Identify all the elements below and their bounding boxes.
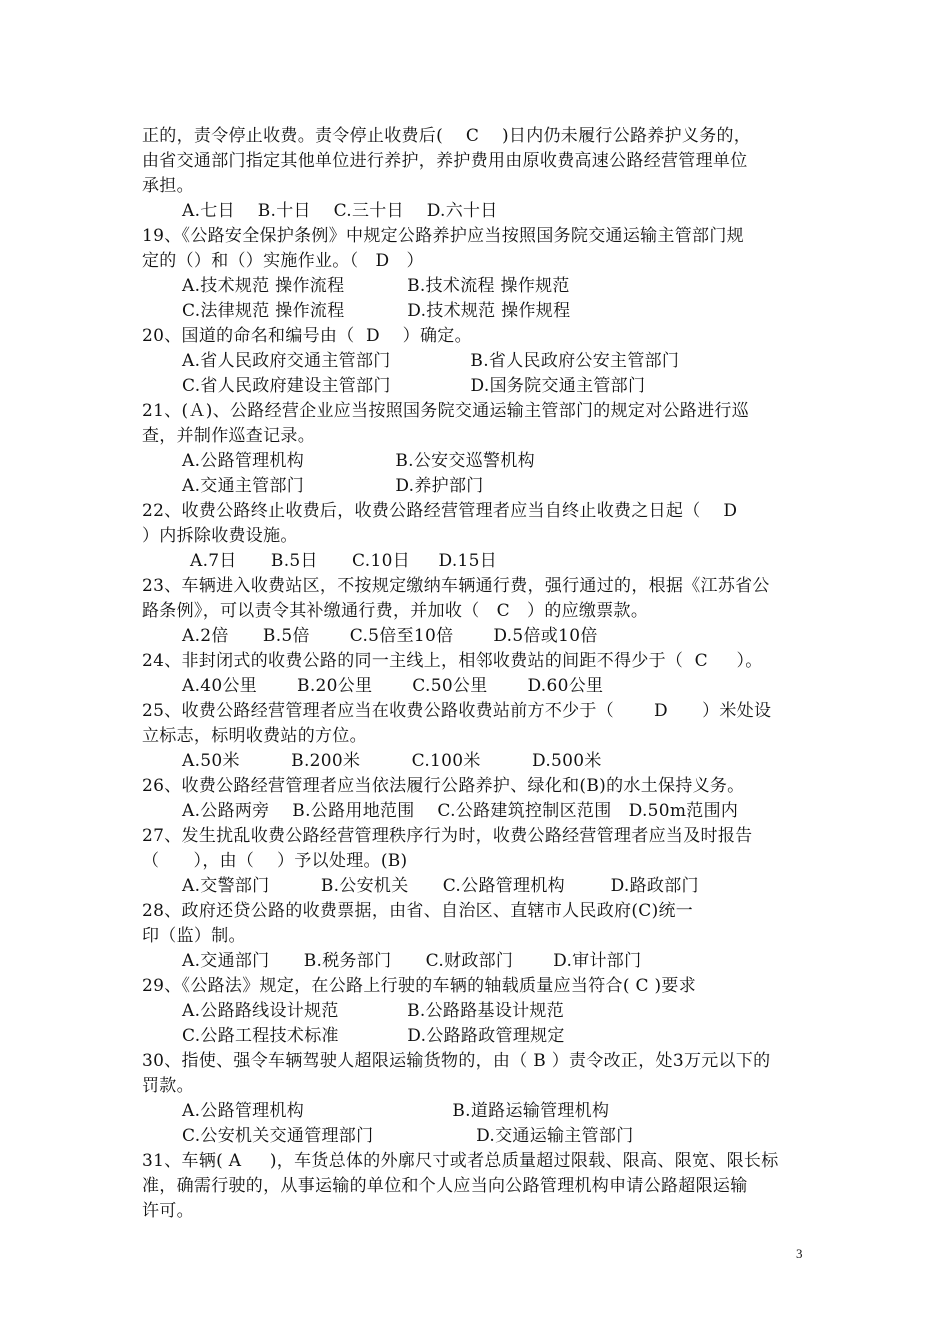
question-25: 25、收费公路经营管理者应当在收费公路收费站前方不少于（ D ）米处设 <box>142 701 772 721</box>
question-22: 22、收费公路终止收费后，收费公路经营管理者应当自终止收费之日起（ D <box>142 501 738 521</box>
question-29: 29、《公路法》规定，在公路上行驶的车辆的轴载质量应当符合( C )要求 <box>142 976 697 996</box>
text-line: 承担。 <box>142 176 194 196</box>
question-26: 26、收费公路经营管理者应当依法履行公路养护、绿化和(B)的水土保持义务。 <box>142 776 745 796</box>
question-28: 28、政府还贷公路的收费票据，由省、自治区、直辖市人民政府(C)统一 <box>142 901 694 921</box>
question-23: 23、车辆进入收费站区，不按规定缴纳车辆通行费，强行通过的，根据《江苏省公 <box>142 576 770 596</box>
option-line: A.交通部门 B.税务部门 C.财政部门 D.审计部门 <box>182 951 642 971</box>
text-line: 定的（）和（）实施作业。（ D ） <box>142 251 424 271</box>
option-line: A.7日 B.5日 C.10日 D.15日 <box>190 551 498 571</box>
option-line: A.公路管理机构 B.道路运输管理机构 <box>182 1101 610 1121</box>
text-line: 正的，责令停止收费。责令停止收费后( C )日内仍未履行公路养护义务的， <box>142 126 752 146</box>
text-line: 印（监）制。 <box>142 926 246 946</box>
text-line: 准，确需行驶的，从事运输的单位和个人应当向公路管理机构申请公路超限运输 <box>142 1176 748 1196</box>
text-line: 路条例》，可以责令其补缴通行费，并加收（ C ）的应缴票款。 <box>142 601 649 621</box>
text-line: 罚款。 <box>142 1076 194 1096</box>
text-line: 由省交通部门指定其他单位进行养护，养护费用由原收费高速公路经营管理单位 <box>142 151 748 171</box>
text-line: （ ），由（ ）予以处理。(B) <box>142 851 408 871</box>
option-line: C.法律规范 操作流程 D.技术规范 操作规程 <box>182 301 571 321</box>
option-line: C.公安机关交通管理部门 D.交通运输主管部门 <box>182 1126 634 1146</box>
question-27: 27、发生扰乱收费公路经营管理秩序行为时，收费公路经营管理者应当及时报告 <box>142 826 753 846</box>
option-line: A.50米 B.200米 C.100米 D.500米 <box>182 751 602 771</box>
text-line: ）内拆除收费设施。 <box>142 526 298 546</box>
option-line: A.交通主管部门 D.养护部门 <box>182 476 484 496</box>
question-24: 24、非封闭式的收费公路的同一主线上，相邻收费站的间距不得少于（ C ）。 <box>142 651 763 671</box>
option-line: A.交警部门 B.公安机关 C.公路管理机构 D.路政部门 <box>182 876 699 896</box>
option-line: A.公路两旁 B.公路用地范围 C.公路建筑控制区范围 D.50m范围内 <box>182 801 739 821</box>
option-line: C.公路工程技术标准 D.公路路政管理规定 <box>182 1026 565 1046</box>
text-line: 立标志，标明收费站的方位。 <box>142 726 367 746</box>
question-21: 21、(Ａ)、公路经营企业应当按照国务院交通运输主管部门的规定对公路进行巡 <box>142 401 749 421</box>
question-30: 30、指使、强令车辆驾驶人超限运输货物的，由（ B ）责令改正，处3万元以下的 <box>142 1051 771 1071</box>
question-19: 19、《公路安全保护条例》中规定公路养护应当按照国务院交通运输主管部门规 <box>142 226 744 246</box>
option-line: A.公路管理机构 B.公安交巡警机构 <box>182 451 535 471</box>
text-line: 查，并制作巡查记录。 <box>142 426 315 446</box>
option-line: C.省人民政府建设主管部门 D.国务院交通主管部门 <box>182 376 646 396</box>
page-number: 3 <box>796 1246 803 1261</box>
option-line: A.2倍 B.5倍 C.5倍至10倍 D.5倍或10倍 <box>182 626 598 646</box>
question-20: 20、国道的命名和编号由（ D ）确定。 <box>142 326 472 346</box>
question-31: 31、车辆( A )，车货总体的外廓尺寸或者总质量超过限载、限高、限宽、限长标 <box>142 1151 779 1171</box>
option-line: A.七日 B.十日 C.三十日 D.六十日 <box>182 201 498 221</box>
option-line: A.技术规范 操作流程 B.技术流程 操作规范 <box>182 276 570 296</box>
option-line: A.公路路线设计规范 B.公路路基设计规范 <box>182 1001 565 1021</box>
option-line: A.省人民政府交通主管部门 B.省人民政府公安主管部门 <box>182 351 680 371</box>
text-line: 许可。 <box>142 1201 194 1221</box>
option-line: A.40公里 B.20公里 C.50公里 D.60公里 <box>182 676 604 696</box>
